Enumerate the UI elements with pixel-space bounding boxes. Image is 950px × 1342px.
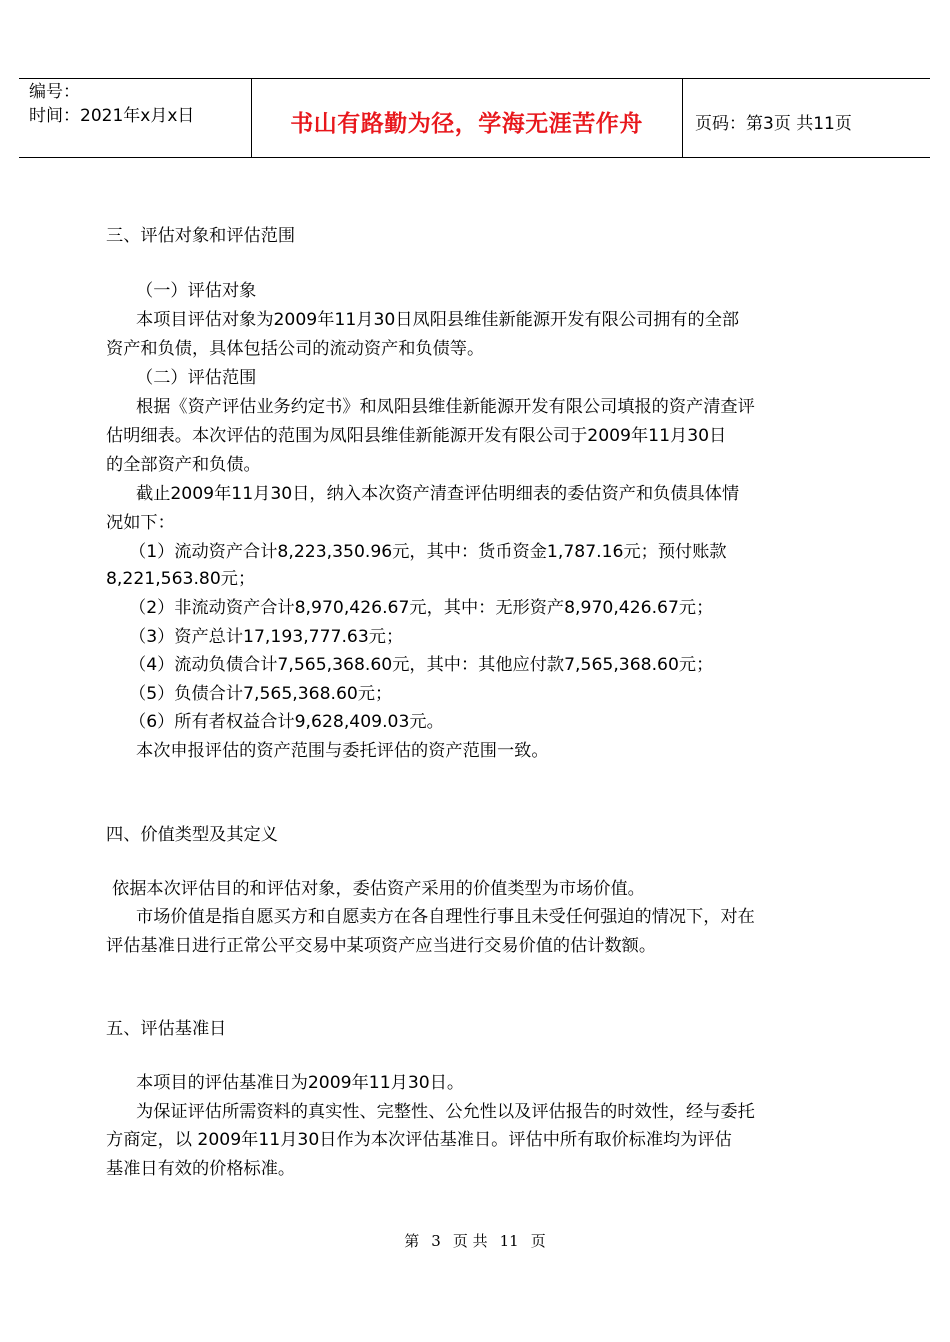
paragraph-line: 估明细表。本次评估的范围为凤阳县维佳新能源开发有限公司于2009年11月30日: [106, 426, 727, 446]
section-3-subtitle-2: （二）评估范围: [136, 368, 257, 388]
paragraph-line: 本项目评估对象为2009年11月30日凤阳县维佳新能源开发有限公司拥有的全部: [136, 310, 740, 330]
list-item: （1）流动资产合计8,223,350.96元，其中：货币资金1,787.16元；预付账款: [129, 542, 727, 562]
list-item: （5）负债合计7,565,368.60元；: [129, 684, 393, 704]
section-3-subtitle-1: （一）评估对象: [136, 281, 257, 301]
list-item: （6）所有者权益合计9,628,409.03元。: [129, 712, 444, 732]
header-motto: 书山有路勤为径，学海无涯苦作舟: [290, 111, 643, 137]
section-5-title: 五、评估基准日: [106, 1019, 227, 1039]
document-number-label: 编号：: [29, 82, 80, 102]
footer-total-pages: 11: [499, 1232, 519, 1250]
header-page-cell: [683, 79, 930, 157]
list-item: （4）流动负债合计7,565,368.60元，其中：其他应付款7,565,368.60元；: [129, 655, 714, 675]
list-item-continuation: 8,221,563.80元；: [106, 569, 256, 589]
section-4-title: 四、价值类型及其定义: [106, 825, 278, 845]
footer-suffix: 页: [530, 1232, 546, 1250]
paragraph-line: 的全部资产和负债。: [106, 455, 261, 475]
paragraph-line: 依据本次评估目的和评估对象，委估资产采用的价值类型为市场价值。: [112, 879, 645, 899]
page-header: [19, 78, 930, 158]
footer-page-number: 3: [431, 1232, 441, 1250]
list-item: （2）非流动资产合计8,970,426.67元，其中：无形资产8,970,426.67元；: [129, 598, 714, 618]
paragraph-line: 为保证评估所需资料的真实性、完整性、公允性以及评估报告的时效性，经与委托: [136, 1102, 755, 1122]
page-footer: [0, 1230, 950, 1251]
document-time-label: 时间：2021年x月x日: [29, 106, 195, 126]
paragraph-line: 方商定，以 2009年11月30日作为本次评估基准日。评估中所有取价标准均为评估: [106, 1130, 732, 1150]
list-item: （3）资产总计17,193,777.63元；: [129, 627, 404, 647]
footer-mid: 页 共: [452, 1232, 488, 1250]
header-page-label: 页码：第3页 共11页: [695, 114, 852, 134]
paragraph-line: 截止2009年11月30日，纳入本次资产清查评估明细表的委估资产和负债具体情: [136, 484, 740, 504]
header-meta-cell: [19, 79, 252, 157]
paragraph-line: 基准日有效的价格标准。: [106, 1159, 296, 1179]
paragraph-line: 本项目的评估基准日为2009年11月30日。: [136, 1073, 465, 1093]
paragraph-line: 评估基准日进行正常公平交易中某项资产应当进行交易价值的估计数额。: [106, 936, 657, 956]
paragraph-line: 资产和负债，具体包括公司的流动资产和负债等。: [106, 339, 485, 359]
header-motto-cell: [251, 79, 683, 157]
paragraph-line: 本次申报评估的资产范围与委托评估的资产范围一致。: [136, 741, 549, 761]
section-3-title: 三、评估对象和评估范围: [106, 226, 296, 246]
paragraph-line: 根据《资产评估业务约定书》和凤阳县维佳新能源开发有限公司填报的资产清查评: [136, 397, 755, 417]
paragraph-line: 市场价值是指自愿买方和自愿卖方在各自理性行事且未受任何强迫的情况下，对在: [136, 907, 755, 927]
paragraph-line: 况如下：: [106, 513, 175, 533]
footer-prefix: 第: [404, 1232, 420, 1250]
